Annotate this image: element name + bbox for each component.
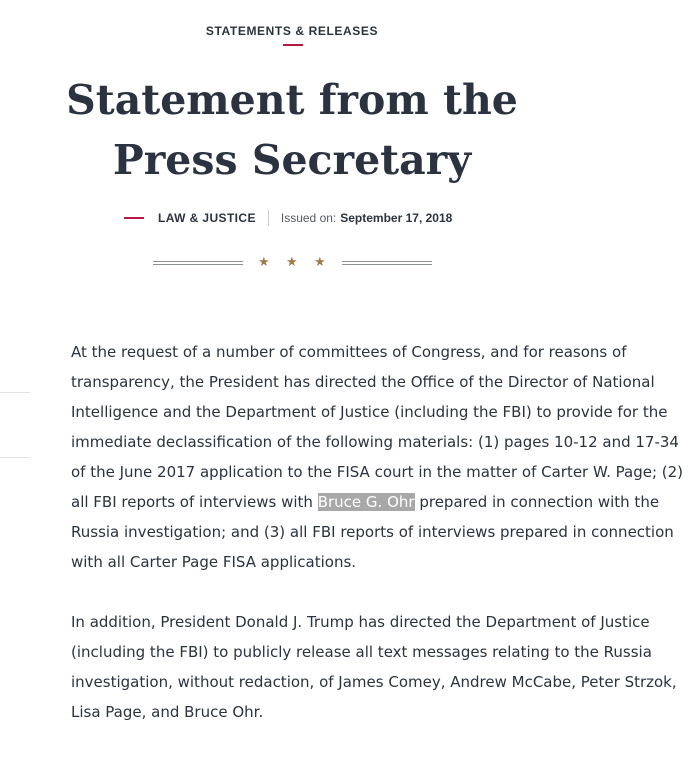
meta-separator [268,210,269,226]
divider-line-left-bottom [153,264,243,265]
star-divider [150,255,434,271]
eyebrow-underline [283,44,303,46]
issued-label: Issued on: [280,211,337,225]
star-icon: ★ [258,254,270,269]
paragraph-2: In addition, President Donald J. Trump has directed the Department of Justice (including the FBI) to publicly release all text messages relating to the Russia investigation, without redaction, of James Comey, Andrew McCabe, Peter Strzok, Lisa Page, and Bruce Ohr. [71,613,677,721]
paragraph-1-text-start: At the request of a number of committees of Congress, and for reasons of transparency, the President has directed the Office of the Director of National Intelligence and the Department of Justice (including the FBI) to provide for the immediate declassification of the following materials: (1) pages 10-12 and 17-34 of the June 2017 application to the FISA court in the matter of Carter W. Page; (2) all FBI reports of interviews with [71,343,684,511]
article-body [71,337,696,757]
category-link-law-justice[interactable]: LAW & JUSTICE [158,211,256,225]
paragraph-1-text-end: prepared in connection with the Russia investigation; and (3) all FBI reports of interviews prepared in connection with all Carter Page FISA applications. [71,493,674,571]
paragraph-1 [71,337,696,577]
divider-line-left-top [153,261,243,262]
statements-releases-link[interactable]: STATEMENTS & RELEASES [205,24,379,38]
divider-line-right-bottom [342,264,432,265]
issued-date: September 17, 2018 [340,211,453,225]
meta-accent-dash [124,217,144,219]
side-rule [0,392,30,393]
post-meta [124,208,452,228]
highlighted-text: Bruce G. Ohr [317,493,415,511]
star-icon: ★ [314,254,326,269]
page-title: Statement from the Press Secretary [66,76,518,184]
divider-line-right-top [342,261,432,262]
star-icon: ★ [286,254,298,269]
side-rule [0,457,30,458]
